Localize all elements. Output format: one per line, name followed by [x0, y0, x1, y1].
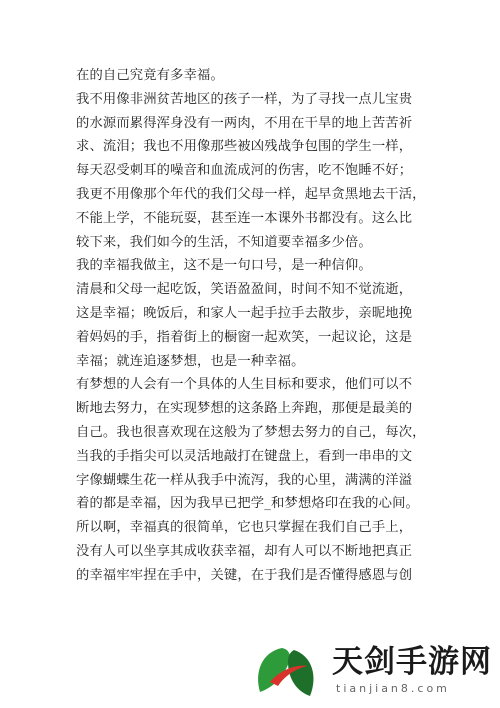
text-line: 我更不用像那个年代的我们父母一样，起早贪黑地去干活， — [76, 186, 426, 202]
document-text — [76, 64, 426, 588]
text-line: 我不用像非洲贫苦地区的孩子一样，为了寻找一点儿宝贵 — [76, 91, 413, 107]
text-line: 每天忍受刺耳的噪音和血流成河的伤害，吃不饱睡不好； — [76, 163, 413, 179]
watermark — [252, 640, 492, 700]
text-line: 所以啊，幸福真的很简单，它也只掌握在我们自己手上， — [76, 520, 413, 536]
watermark-url: tianjian8.com — [336, 682, 450, 695]
leaf-logo-icon — [252, 642, 322, 700]
text-line: 不能上学，不能玩耍，甚至连一本课外书都没有。这么比 — [76, 210, 413, 226]
text-line: 我的幸福我做主，这不是一句口号，是一种信仰。 — [76, 258, 372, 274]
watermark-title: 天剑手游网 — [332, 644, 492, 680]
text-line: 断地去努力，在实现梦想的这条路上奔跑，那便是最美的 — [76, 401, 413, 417]
text-line: 着的都是幸福，因为我早已把学_和梦想烙印在我的心间。 — [76, 496, 419, 512]
text-line: 着妈妈的手，指着街上的橱窗一起欢笑，一起议论，这是 — [76, 329, 413, 345]
text-line: 的幸福牢牢捏在手中，关键，在于我们是否懂得感恩与创 — [76, 567, 413, 583]
text-line: 较下来，我们如今的生活，不知道要幸福多少倍。 — [76, 234, 372, 250]
text-line: 的水源而累得浑身没有一两肉，不用在干旱的地上苦苦祈 — [76, 115, 413, 131]
text-line: 求、流泪；我也不用像那些被凶残战争包围的学生一样， — [76, 139, 413, 155]
text-line: 有梦想的人会有一个具体的人生目标和要求，他们可以不 — [76, 377, 413, 393]
text-line: 当我的手指尖可以灵活地敲打在键盘上，看到一串串的文 — [76, 448, 413, 464]
text-line: 字像蝴蝶生花一样从我手中流泻，我的心里，满满的洋溢 — [76, 472, 413, 488]
text-line: 在的自己究竟有多幸福。 — [76, 68, 224, 83]
text-line: 没有人可以坐享其成收获幸福，却有人可以不断地把真正 — [76, 543, 413, 559]
text-line: 幸福；就连追逐梦想，也是一种幸福。 — [76, 353, 305, 369]
text-line: 自己。我也很喜欢现在这般为了梦想去努力的自己，每次， — [76, 424, 426, 440]
text-line: 这是幸福；晚饭后，和家人一起手拉手去散步，亲昵地挽 — [76, 305, 413, 321]
text-line: 清晨和父母一起吃饭，笑语盈盈间，时间不知不觉流逝， — [76, 282, 413, 298]
